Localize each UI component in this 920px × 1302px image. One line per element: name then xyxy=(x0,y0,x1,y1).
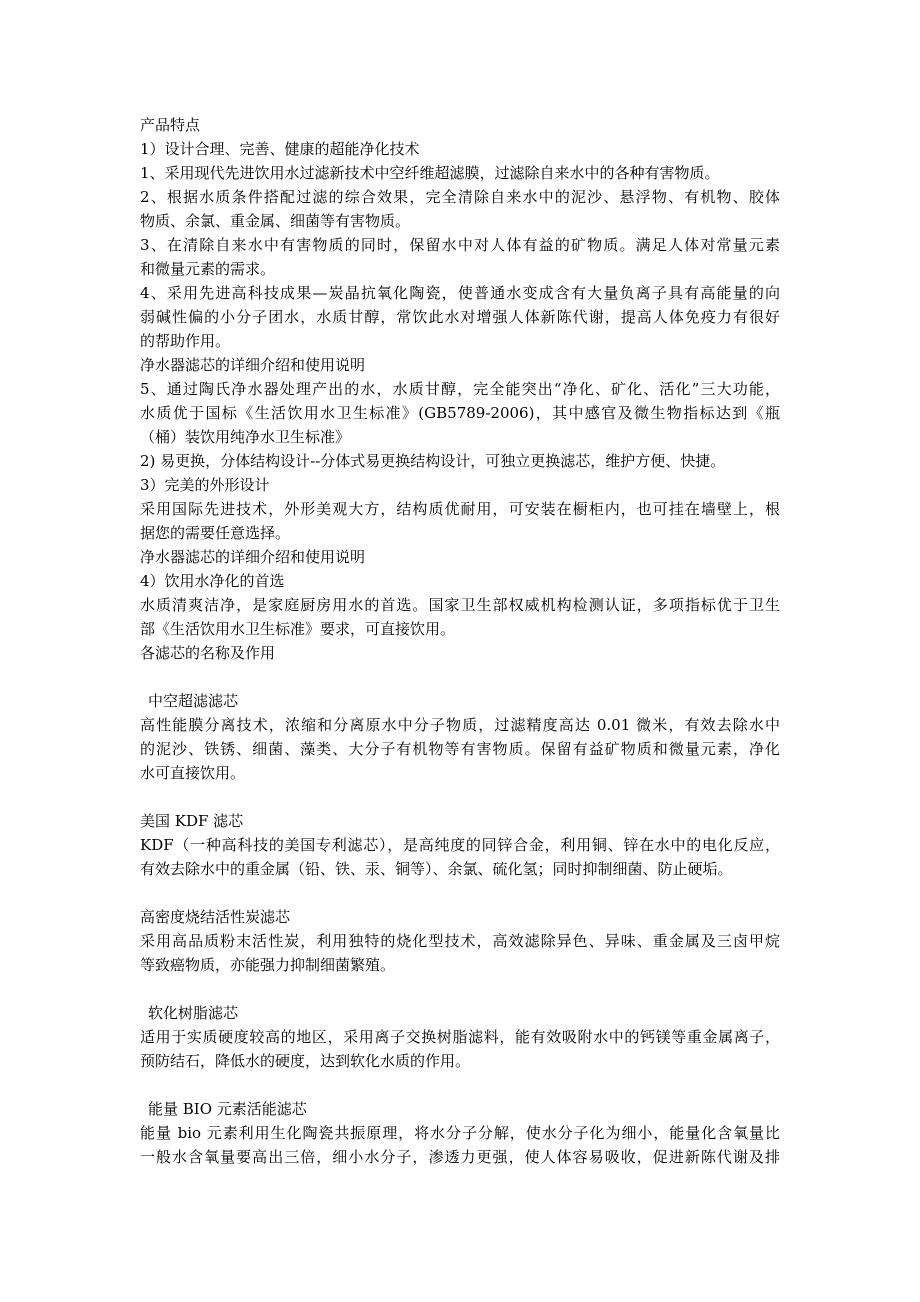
section-heading: 3）完美的外形设计 xyxy=(140,476,270,494)
text-line: 2、根据水质条件搭配过滤的综合效果，完全清除自来水中的泥沙、悬浮物、有机物、胶体 xyxy=(140,188,780,206)
text-line: （桶）装饮用纯净水卫生标准》 xyxy=(140,428,351,446)
blank-line xyxy=(140,881,780,905)
filter-heading-bio-energy: 能量 BIO 元素活能滤芯 xyxy=(148,1100,307,1118)
text-line: 采用高品质粉末活性炭，利用独特的烧化型技术，高效滤除异色、异味、重金属及三卤甲烷 xyxy=(140,932,780,950)
text-line: 能量 bio 元素利用生化陶瓷共振原理，将水分子分解，使水分子化为细小，能量化含氧量比 xyxy=(140,1124,780,1142)
subheading: 净水器滤芯的详细介绍和使用说明 xyxy=(140,356,366,374)
text-line: 5、通过陶氏净水器处理产出的水，水质甘醇，完全能突出“净化、矿化、活化”三大功能， xyxy=(140,380,780,398)
document-body xyxy=(140,113,780,1169)
blank-line xyxy=(140,1073,780,1097)
text-line: 3、在清除自来水中有害物质的同时，保留水中对人体有益的矿物质。满足人体对常量元素 xyxy=(140,236,780,254)
text-line: 等致癌物质，亦能强力抑制细菌繁殖。 xyxy=(140,956,396,974)
text-line: 一般水含氧量要高出三倍，细小水分子，渗透力更强，使人体容易吸收，促进新陈代谢及排 xyxy=(140,1148,780,1166)
section-heading: 2) 易更换，分体结构设计--分体式易更换结构设计，可独立更换滤芯，维护方便、快捷。 xyxy=(140,452,726,470)
blank-line xyxy=(140,785,780,809)
text-line: 水可直接饮用。 xyxy=(140,764,246,782)
blank-line xyxy=(140,977,780,1001)
text-line: 弱碱性偏的小分子团水，水质甘醇，常饮此水对增强人体新陈代谢，提高人体免疫力有很好 xyxy=(140,308,780,326)
text-line: 物质、余氯、重金属、细菌等有害物质。 xyxy=(140,212,411,230)
text-line: 的泥沙、铁锈、细菌、藻类、大分子有机物等有害物质。保留有益矿物质和微量元素，净化 xyxy=(140,740,780,758)
text-line: 的帮助作用。 xyxy=(140,332,231,350)
text-line: 水质优于国标《生活饮用水卫生标准》(GB5789-2006)，其中感官及微生物指标达到《瓶 xyxy=(140,404,780,422)
heading-product-features: 产品特点 xyxy=(140,116,201,134)
text-line: 高性能膜分离技术，浓缩和分离原水中分子物质，过滤精度高达 0.01 微米，有效去除水中 xyxy=(140,716,780,734)
section-heading: 4）饮用水净化的首选 xyxy=(140,572,285,590)
filter-heading-kdf: 美国 KDF 滤芯 xyxy=(140,812,244,830)
blank-line xyxy=(140,665,780,689)
text-line: 预防结石，降低水的硬度，达到软化水质的作用。 xyxy=(140,1052,471,1070)
section-heading: 1）设计合理、完善、健康的超能净化技术 xyxy=(140,140,420,158)
filter-heading-hollow-fiber: 中空超滤滤芯 xyxy=(148,692,239,710)
text-line: KDF（一种高科技的美国专利滤芯），是高纯度的同锌合金，利用铜、锌在水中的电化反应， xyxy=(140,836,780,854)
subheading: 净水器滤芯的详细介绍和使用说明 xyxy=(140,548,366,566)
subheading: 各滤芯的名称及作用 xyxy=(140,644,276,662)
text-line: 4、采用先进高科技成果—炭晶抗氧化陶瓷，使普通水变成含有大量负离子具有高能量的向 xyxy=(140,284,780,302)
text-line: 据您的需要任意选择。 xyxy=(140,524,291,542)
text-line: 适用于实质硬度较高的地区，采用离子交换树脂滤料，能有效吸附水中的钙镁等重金属离子， xyxy=(140,1028,780,1046)
text-line: 水质清爽洁净，是家庭厨房用水的首选。国家卫生部权威机构检测认证，多项指标优于卫生 xyxy=(140,596,780,614)
filter-heading-activated-carbon: 高密度烧结活性炭滤芯 xyxy=(140,908,291,926)
text-line: 1、采用现代先进饮用水过滤新技术中空纤维超滤膜，过滤除自来水中的各种有害物质。 xyxy=(140,164,720,182)
filter-heading-softening-resin: 软化树脂滤芯 xyxy=(148,1004,239,1022)
text-line: 部《生活饮用水卫生标准》要求，可直接饮用。 xyxy=(140,620,456,638)
text-line: 和微量元素的需求。 xyxy=(140,260,276,278)
text-line: 采用国际先进技术，外形美观大方，结构质优耐用，可安装在橱柜内，也可挂在墙壁上，根 xyxy=(140,500,780,518)
text-line: 有效去除水中的重金属（铅、铁、汞、铜等）、余氯、硫化氢；同时抑制细菌、防止硬垢。 xyxy=(140,860,733,878)
